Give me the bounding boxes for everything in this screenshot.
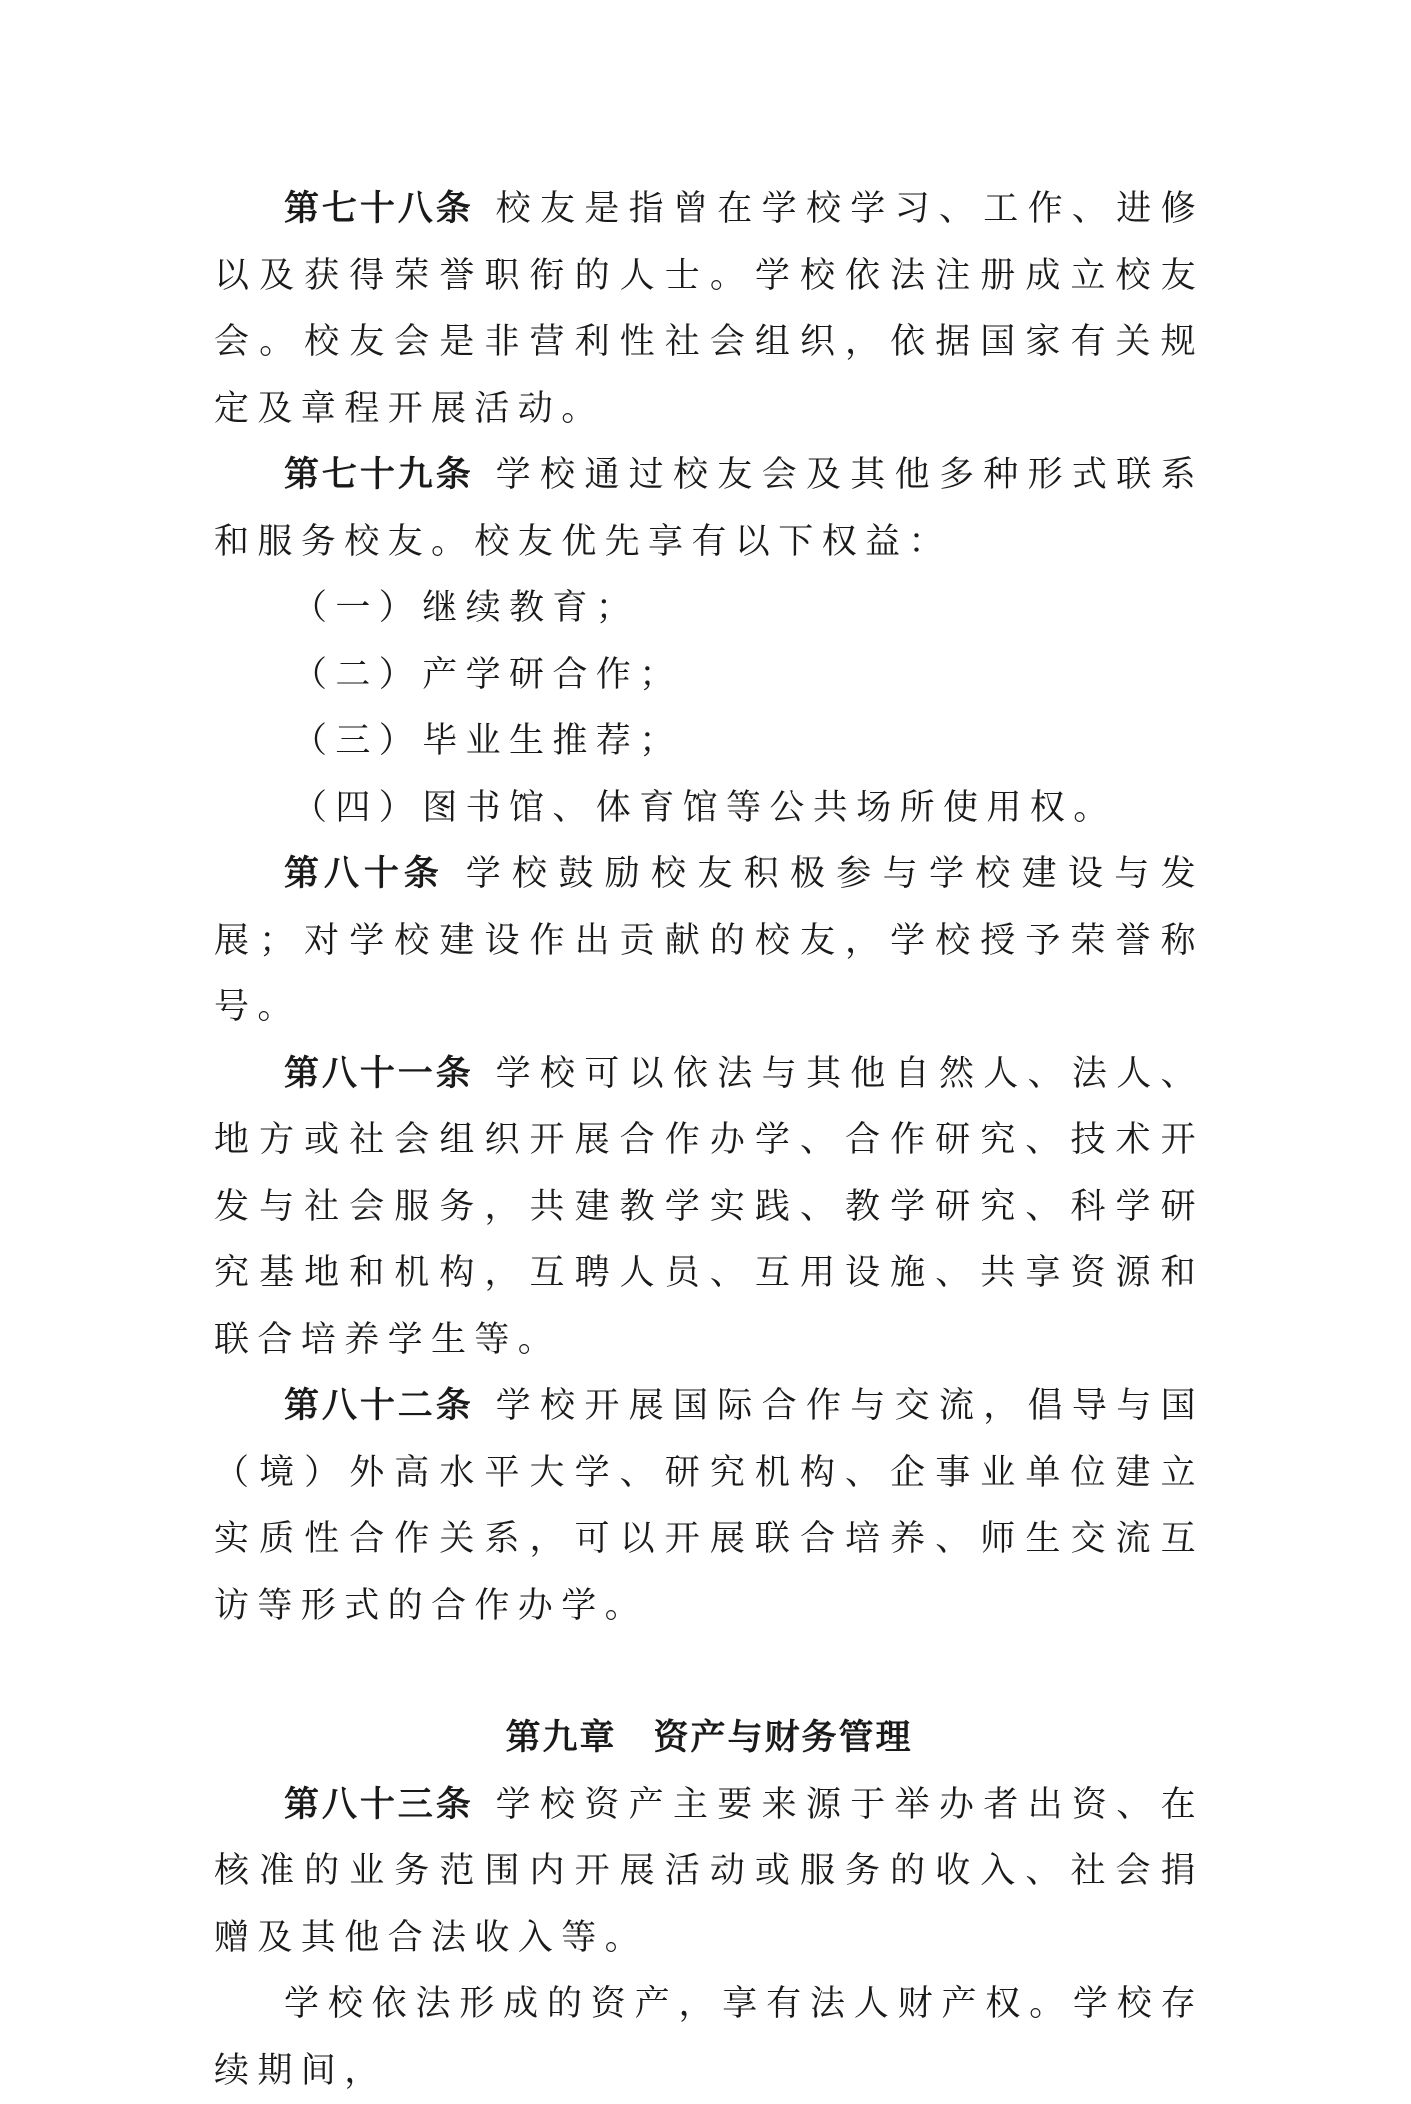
article-80-number: 第八十条 xyxy=(284,854,444,894)
article-79-number: 第七十九条 xyxy=(284,455,474,495)
paragraph-last xyxy=(214,1971,1204,2104)
article-82-text: 学校开展国际合作与交流，倡导与国（境）外高水平大学、研究机构、企事业单位建立实质性合作关系，可以开展联合培养、师生交流互访等形式的合作办学。 xyxy=(214,1386,1204,1626)
article-82-number: 第八十二条 xyxy=(284,1386,474,1426)
article-83 xyxy=(214,1772,1204,1972)
article-79-item-3: （三）毕业生推荐； xyxy=(292,721,683,761)
article-80-text: 学校鼓励校友积极参与学校建设与发展；对学校建设作出贡献的校友，学校授予荣誉称号。 xyxy=(214,854,1204,1027)
article-78-number: 第七十八条 xyxy=(284,189,474,229)
article-81 xyxy=(214,1041,1204,1374)
article-79-item-1: （一）继续教育； xyxy=(292,588,640,628)
article-83-text: 学校资产主要来源于举办者出资、在核准的业务范围内开展活动或服务的收入、社会捐赠及其他合法收入等。 xyxy=(214,1784,1204,1958)
document-body xyxy=(214,176,1204,2104)
article-83-number: 第八十三条 xyxy=(284,1784,474,1825)
article-79-item-2: （二）产学研合作； xyxy=(292,654,683,695)
article-79 xyxy=(214,442,1204,575)
chapter-9-heading: 第九章 资产与财务管理 xyxy=(505,1717,913,1758)
article-82 xyxy=(214,1373,1204,1639)
article-78-text: 校友是指曾在学校学习、工作、进修以及获得荣誉职衔的人士。学校依法注册成立校友会。校友会是非营利性社会组织，依据国家有关规定及章程开展活动。 xyxy=(214,189,1204,429)
article-79-text: 学校通过校友会及其他多种形式联系和服务校友。校友优先享有以下权益： xyxy=(214,455,1204,562)
article-81-number: 第八十一条 xyxy=(284,1053,474,1094)
article-80 xyxy=(214,841,1204,1041)
article-78 xyxy=(214,176,1204,442)
article-79-item-4: （四）图书馆、体育馆等公共场所使用权。 xyxy=(292,787,1117,828)
article-81-text: 学校可以依法与其他自然人、法人、地方或社会组织开展合作办学、合作研究、技术开发与社会服务，共建教学实践、教学研究、科学研究基地和机构，互聘人员、互用设施、共享资源和联合培养学生等。 xyxy=(214,1053,1204,1360)
paragraph-last-text: 学校依法形成的资产，享有法人财产权。学校存续期间， xyxy=(214,1984,1204,2091)
